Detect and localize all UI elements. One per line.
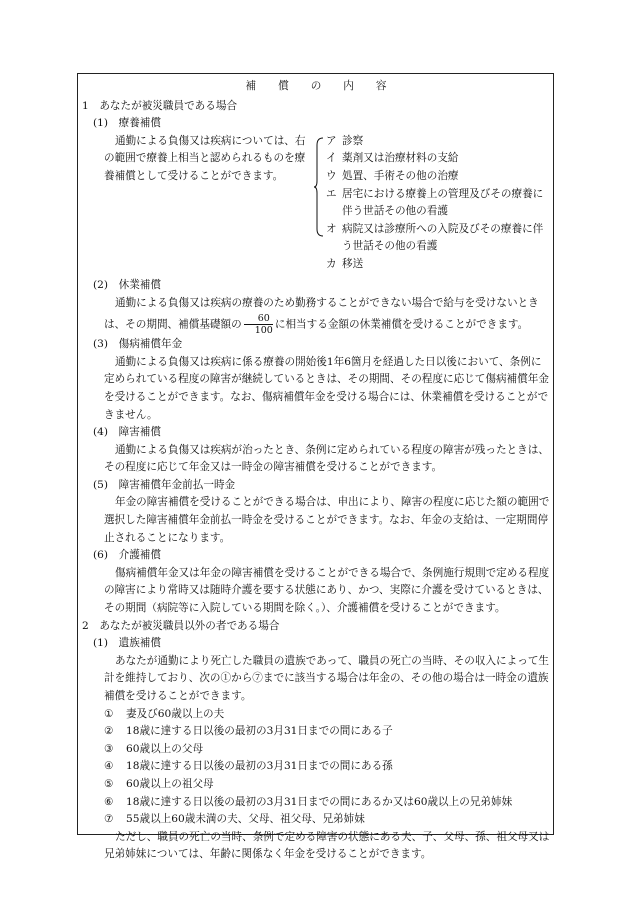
care-heading: (6) 介護補償 bbox=[93, 549, 161, 562]
survivor-text: あなたが通勤により死亡した職員の遺族であって、職員の死亡の当時、その収入によって生計を維持しており、次の①から⑦までに該当する場合は年金の、その他の場合は一時金の遺族補償を受けることができます。 bbox=[104, 654, 550, 702]
document-content bbox=[82, 78, 550, 864]
advance-heading: (5) 障害補償年金前払一時金 bbox=[93, 478, 236, 491]
pension-heading: (3) 傷病補償年金 bbox=[93, 338, 183, 351]
section-1-heading: 1 あなたが被災職員である場合 bbox=[82, 99, 238, 112]
leave-text: 通勤による負傷又は疾病の療養のため勤務することができない場合で給与を受けないときは、その期間、補償基礎額の $\frac{60}{100}$ に相当する金額の休業補償を受けることができます。 bbox=[104, 297, 539, 337]
list-item: エ 居宅における療養上の管理及びその療養に伴う世話その他の看護 bbox=[326, 187, 544, 218]
list-item: ④ 18歳に達する日以後の最初の3月31日までの間にある孫 bbox=[104, 760, 393, 773]
list-item: ⑦ 55歳以上60歳未満の夫、父母、祖父母、兄弟姉妹 bbox=[104, 813, 365, 826]
treatment-heading: (1) 療養補償 bbox=[93, 117, 161, 130]
section-2-heading: 2 あなたが被災職員以外の者である場合 bbox=[82, 619, 280, 632]
treatment-list bbox=[326, 133, 550, 274]
survivor-note: ただし、職員の死亡の当時、条例で定める障害の状態にある夫、子、父母、孫、祖父母又は兄弟姉妹については、年齢に関係なく年金を受けることができます。 bbox=[104, 830, 550, 861]
treatment-block bbox=[104, 133, 550, 274]
advance-text: 年金の障害補償を受けることができる場合は、申出により、障害の程度に応じた額の範囲で選択した障害補償年金前払一時金を受けることができます。なお、年金の支給は、一定期間停止されることになります。 bbox=[104, 496, 550, 544]
list-item: ⑤ 60歳以上の祖父母 bbox=[104, 777, 214, 790]
list-item: オ 病院又は診療所への入院及びその療養に伴う世話その他の看護 bbox=[326, 222, 544, 253]
fraction: $\frac{60}{100}$ bbox=[244, 313, 273, 336]
list-item: ① 妻及び60歳以上の夫 bbox=[104, 707, 225, 720]
list-item: カ 移送 bbox=[326, 257, 364, 270]
pension-text: 通勤による負傷又は疾病に係る療養の開始後1年6箇月を経過した日以後において、条例に定められている程度の障害が継続しているときは、その期間、その程度に応じて傷病補償年金を受けることができます。なお、傷病補償年金を受ける場合には、休業補償を受けることができません。 bbox=[104, 355, 549, 421]
list-item: イ 薬剤又は治療材料の支給 bbox=[326, 152, 459, 165]
leave-heading: (2) 休業補償 bbox=[93, 278, 161, 291]
list-item: ③ 60歳以上の父母 bbox=[104, 742, 204, 755]
survivor-heading: (1) 遺族補償 bbox=[93, 637, 161, 650]
survivor-list bbox=[104, 706, 550, 829]
page-title: 補償の内容 bbox=[245, 80, 409, 92]
disability-heading: (4) 障害補償 bbox=[93, 426, 161, 439]
list-item: ア 診察 bbox=[326, 134, 364, 147]
list-item: ⑥ 18歳に達する日以後の最初の3月31日までの間にあるか又は60歳以上の兄弟姉妹 bbox=[104, 795, 513, 808]
treatment-text: 通勤による負傷又は疾病については、右の範囲で療養上相当と認められるものを療養補償として受けることができます。 bbox=[104, 134, 306, 182]
care-text: 傷病補償年金又は年金の障害補償を受けることができる場合で、条例施行規則で定める程度の障害により常時又は随時介護を要する状態にあり、かつ、実際に介護を受けているときは、その期間（病院等に入院している期間を除く。）、介護補償を受けることができます。 bbox=[104, 566, 550, 615]
disability-text: 通勤による負傷又は疾病が治ったとき、条例に定められている程度の障害が残ったときは、その程度に応じて年金又は一時金の障害補償を受けることができます。 bbox=[104, 443, 549, 474]
list-item: ウ 処置、手術その他の治療 bbox=[326, 169, 459, 182]
list-item: ② 18歳に達する日以後の最初の3月31日までの間にある子 bbox=[104, 725, 393, 738]
bracket-icon bbox=[312, 133, 326, 274]
